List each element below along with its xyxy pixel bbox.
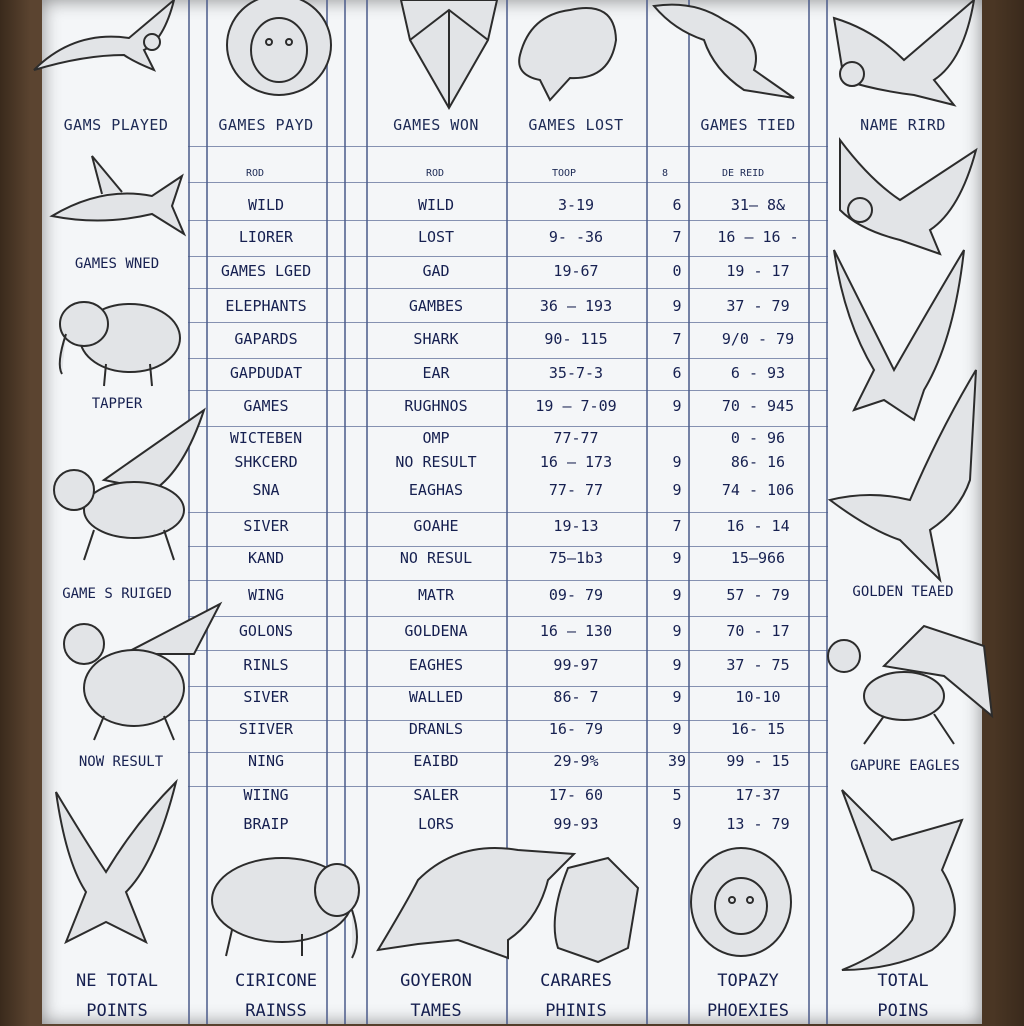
table-cell-points: 37 - 75 xyxy=(726,656,790,674)
table-cell-points: 16- 15 xyxy=(730,720,786,738)
table-cell-score: 90- 115 xyxy=(544,330,608,348)
table-cell-score: 16 — 130 xyxy=(539,622,613,640)
table-cell-result: NO RESULT xyxy=(395,453,477,471)
table-cell-name: WIING xyxy=(243,786,289,804)
table-cell-name: NING xyxy=(247,752,285,770)
seal-icon xyxy=(510,0,622,104)
table-cell-name: SHKCERD xyxy=(234,453,298,471)
table-cell-tie: 9 xyxy=(672,656,682,674)
grid-line xyxy=(188,146,828,147)
table-cell-points: 0 - 96 xyxy=(730,429,786,447)
table-cell-result: EAGHAS xyxy=(408,481,464,499)
elephant-icon xyxy=(202,850,366,960)
table-cell-score: 77-77 xyxy=(553,429,599,447)
table-cell-tie: 7 xyxy=(672,517,682,535)
table-cell-tie: 39 xyxy=(667,752,687,770)
table-cell-points: 74 - 106 xyxy=(721,481,795,499)
bat-icon xyxy=(548,858,640,962)
table-cell-points: 15—966 xyxy=(730,549,786,567)
table-cell-tie: 6 xyxy=(672,364,682,382)
serpent-icon xyxy=(832,790,970,978)
subheader: TOOP xyxy=(552,168,577,179)
elephant-icon xyxy=(46,294,184,388)
grid-line xyxy=(188,182,828,183)
table-cell-score: 19-67 xyxy=(553,262,599,280)
right-label: GAPURE EAGLES xyxy=(850,758,960,774)
eagle-icon xyxy=(46,782,180,948)
table-cell-points: 10-10 xyxy=(735,688,781,706)
footer-line: TOTAL xyxy=(877,971,929,991)
grid-line xyxy=(188,650,828,651)
table-cell-score: 17- 60 xyxy=(548,786,604,804)
footer-line: CIRICONE xyxy=(235,971,317,991)
grid-line xyxy=(188,288,828,289)
footer-line: CARARES xyxy=(540,971,612,991)
subheader: DE REID xyxy=(722,168,765,179)
table-cell-tie: 9 xyxy=(672,622,682,640)
dragon-icon xyxy=(824,626,992,746)
table-cell-tie: 9 xyxy=(672,549,682,567)
header-col6: NAME RIRD xyxy=(860,116,946,134)
table-cell-tie: 9 xyxy=(672,481,682,499)
grid-line xyxy=(188,426,828,427)
grid-line xyxy=(188,580,828,581)
table-cell-name: GAMES LGED xyxy=(220,262,312,280)
table-cell-tie: 9 xyxy=(672,815,682,833)
table-cell-points: 86- 16 xyxy=(730,453,786,471)
table-cell-points: 57 - 79 xyxy=(726,586,790,604)
grid-line xyxy=(188,220,828,221)
table-cell-score: 16 — 173 xyxy=(539,453,613,471)
grid-line xyxy=(188,390,828,391)
table-cell-tie: 9 xyxy=(672,397,682,415)
table-cell-score: 19-13 xyxy=(553,517,599,535)
eagle-icon xyxy=(34,0,184,90)
table-cell-points: 13 - 79 xyxy=(726,815,790,833)
table-cell-name: WILD xyxy=(247,196,285,214)
grid-line xyxy=(188,686,828,687)
table-cell-score: 09- 79 xyxy=(548,586,604,604)
table-cell-name: BRAIP xyxy=(243,815,289,833)
grid-line xyxy=(188,512,828,513)
subheader: 8 xyxy=(662,168,669,179)
table-cell-score: 16- 79 xyxy=(548,720,604,738)
table-cell-name: WING xyxy=(247,586,285,604)
hawk-icon xyxy=(654,0,798,102)
table-cell-tie: 9 xyxy=(672,453,682,471)
grid-line xyxy=(188,546,828,547)
table-cell-score: 36 — 193 xyxy=(539,297,613,315)
footer-line: TAMES xyxy=(410,1001,462,1021)
left-label: NOW RESULT xyxy=(78,754,164,770)
footer-line: PHINIS xyxy=(545,1001,607,1021)
table-cell-result: EAIBD xyxy=(413,752,459,770)
table-cell-tie: 5 xyxy=(672,786,682,804)
right-label: GOLDEN TEAED xyxy=(852,584,954,600)
footer-col3 xyxy=(366,966,506,1026)
table-cell-name: GAMES xyxy=(243,397,289,415)
dragon-icon xyxy=(44,604,220,742)
table-cell-score: 35-7-3 xyxy=(548,364,604,382)
table-cell-tie: 7 xyxy=(672,228,682,246)
subheader: ROD xyxy=(246,168,265,179)
table-cell-name: LIORER xyxy=(238,228,294,246)
table-cell-tie: 9 xyxy=(672,688,682,706)
footer-line: PHOEXIES xyxy=(707,1001,789,1021)
table-cell-result: GAD xyxy=(422,262,450,280)
grid-line xyxy=(188,616,828,617)
table-cell-score: 99-93 xyxy=(553,815,599,833)
table-cell-name: RINLS xyxy=(243,656,289,674)
table-cell-result: LOST xyxy=(417,228,455,246)
table-cell-name: GAPDUDAT xyxy=(229,364,303,382)
table-cell-tie: 9 xyxy=(672,586,682,604)
bald-eagle-icon xyxy=(840,140,978,256)
header-col3: GAMES WON xyxy=(393,116,479,134)
subheader: ROD xyxy=(426,168,445,179)
footer-line: TOPAZY xyxy=(717,971,779,991)
table-cell-points: 70 - 17 xyxy=(726,622,790,640)
table-cell-name: KAND xyxy=(247,549,285,567)
lion-icon xyxy=(688,846,794,960)
table-cell-tie: 9 xyxy=(672,297,682,315)
footer-col6 xyxy=(830,966,976,1026)
table-cell-name: SIVER xyxy=(243,517,289,535)
table-cell-points: 31— 8& xyxy=(730,196,786,214)
table-cell-tie: 7 xyxy=(672,330,682,348)
crystal-icon xyxy=(396,0,502,110)
footer-line: POINTS xyxy=(86,1001,148,1021)
footer-col4 xyxy=(506,966,646,1026)
table-cell-points: 99 - 15 xyxy=(726,752,790,770)
footer-line: RAINSS xyxy=(245,1001,307,1021)
table-cell-result: OMP xyxy=(422,429,450,447)
footer-col1 xyxy=(46,966,188,1026)
hippo-icon xyxy=(378,840,576,960)
table-cell-name: SIVER xyxy=(243,688,289,706)
table-cell-name: GAPARDS xyxy=(234,330,298,348)
table-cell-name: SNA xyxy=(252,481,280,499)
grid-line xyxy=(188,358,828,359)
footer-line: NE TOTAL xyxy=(76,971,158,991)
eagle-icon xyxy=(830,370,978,582)
header-col2: GAMES PAYD xyxy=(218,116,314,134)
table-cell-result: LORS xyxy=(417,815,455,833)
table-cell-name: ELEPHANTS xyxy=(225,297,307,315)
table-cell-result: DRANLS xyxy=(408,720,464,738)
table-cell-score: 19 — 7-09 xyxy=(535,397,617,415)
table-cell-result: GOLDENA xyxy=(404,622,468,640)
table-cell-points: 17-37 xyxy=(735,786,781,804)
table-cell-name: WICTEBEN xyxy=(229,429,303,447)
left-label: GAMES WNED xyxy=(74,256,160,272)
table-cell-result: RUGHNOS xyxy=(404,397,468,415)
table-cell-points: 6 - 93 xyxy=(730,364,786,382)
table-cell-tie: 0 xyxy=(672,262,682,280)
bald-eagle-icon xyxy=(834,0,976,110)
table-cell-score: 86- 7 xyxy=(553,688,599,706)
table-cell-points: 16 - 14 xyxy=(726,517,790,535)
grid-line xyxy=(188,256,828,257)
table-cell-result: NO RESUL xyxy=(399,549,473,567)
table-cell-score: 77- 77 xyxy=(548,481,604,499)
table-cell-score: 9- -36 xyxy=(548,228,604,246)
footer-line: POINS xyxy=(877,1001,929,1021)
table-cell-points: 70 - 945 xyxy=(721,397,795,415)
table-cell-result: GOAHE xyxy=(413,517,459,535)
shark-icon xyxy=(52,156,186,238)
header-col1: GAMS PLAYED xyxy=(63,116,169,134)
grid-line xyxy=(188,322,828,323)
table-cell-points: 37 - 79 xyxy=(726,297,790,315)
griffin-icon xyxy=(44,410,210,566)
table-cell-score: 75—1b3 xyxy=(548,549,604,567)
footer-line: GOYERON xyxy=(400,971,472,991)
table-cell-result: WALLED xyxy=(408,688,464,706)
footer-col2 xyxy=(206,966,346,1026)
table-cell-score: 99-97 xyxy=(553,656,599,674)
left-label: TAPPER xyxy=(91,396,143,412)
table-cell-score: 29-9% xyxy=(553,752,599,770)
table-cell-score: 3-19 xyxy=(557,196,595,214)
table-cell-points: 16 — 16 - xyxy=(717,228,799,246)
table-cell-result: MATR xyxy=(417,586,455,604)
header-col4: GAMES LOST xyxy=(528,116,624,134)
table-cell-tie: 9 xyxy=(672,720,682,738)
lion-icon xyxy=(224,0,334,100)
header-col5: GAMES TIED xyxy=(700,116,796,134)
table-cell-result: SALER xyxy=(413,786,459,804)
table-cell-result: EAGHES xyxy=(408,656,464,674)
table-cell-name: SIIVER xyxy=(238,720,294,738)
table-cell-result: WILD xyxy=(417,196,455,214)
table-cell-name: GOLONS xyxy=(238,622,294,640)
table-cell-tie: 6 xyxy=(672,196,682,214)
table-cell-result: SHARK xyxy=(413,330,459,348)
table-cell-result: GAMBES xyxy=(408,297,464,315)
left-label: GAME S RUIGED xyxy=(62,586,172,602)
table-cell-result: EAR xyxy=(422,364,450,382)
table-cell-points: 19 - 17 xyxy=(726,262,790,280)
table-cell-points: 9/0 - 79 xyxy=(721,330,795,348)
footer-col5 xyxy=(676,966,820,1026)
